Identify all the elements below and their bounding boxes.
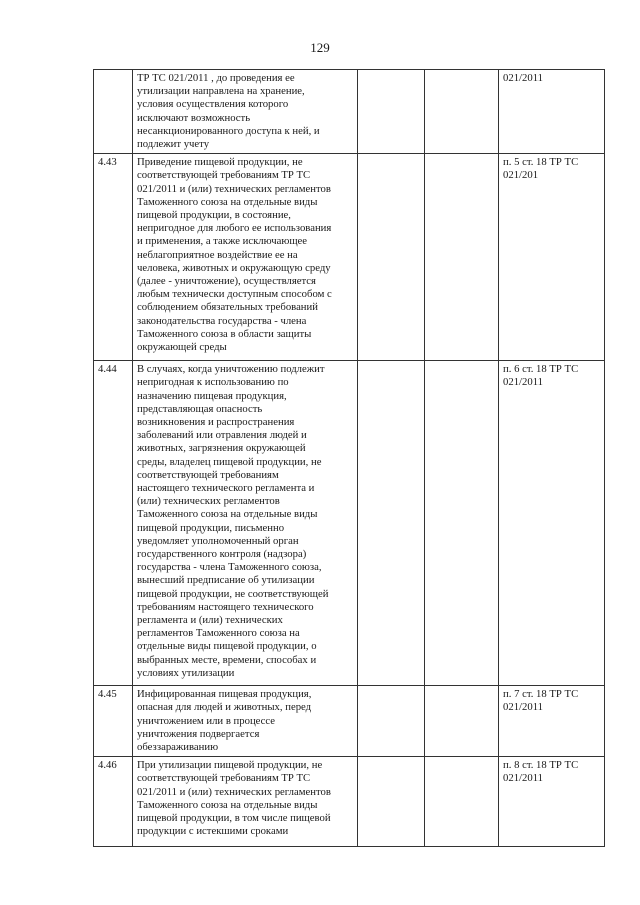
blank-cell: [425, 70, 499, 154]
blank-cell: [358, 154, 425, 361]
blank-cell: [358, 361, 425, 686]
blank-cell: [425, 757, 499, 847]
blank-cell: [358, 686, 425, 757]
table-row: [94, 686, 605, 757]
reference-cell: [499, 361, 605, 686]
requirements-table: [93, 69, 605, 847]
blank-cell: [425, 361, 499, 686]
requirement-text: При утилизации пищевой продукции, не соответствующей требованиям ТР ТС 021/2011 и (или) технических регламентов Таможенного союза на отдельные виды пищевой продукции, в том числе пищевой продукции с истекшими сроками: [137, 759, 331, 838]
reference-cell: [499, 686, 605, 757]
reference-text: п. 6 ст. 18 ТР ТС 021/2011: [503, 363, 579, 389]
table-row: [94, 361, 605, 686]
table-row: [94, 757, 605, 847]
requirement-text-cell: [133, 361, 358, 686]
reference-cell: [499, 757, 605, 847]
blank-cell: [425, 154, 499, 361]
reference-text: 021/2011: [503, 72, 543, 84]
item-number: 4.44: [94, 361, 133, 686]
reference-cell: [499, 70, 605, 154]
requirement-text-cell: [133, 70, 358, 154]
requirement-text-cell: [133, 757, 358, 847]
reference-text: п. 7 ст. 18 ТР ТС 021/2011: [503, 688, 579, 714]
requirement-text-cell: [133, 154, 358, 361]
requirement-text: ТР ТС 021/2011 , до проведения ее утилизации направлена на хранение, условия осуществления которого исключают возможность несанкционированного доступа к ней, и подлежит учету: [137, 72, 320, 151]
table-row: [94, 154, 605, 361]
blank-cell: [358, 757, 425, 847]
reference-cell: [499, 154, 605, 361]
reference-text: п. 5 ст. 18 ТР ТС 021/201: [503, 156, 579, 182]
blank-cell: [425, 686, 499, 757]
item-number: 4.46: [94, 757, 133, 847]
requirement-text: Инфицированная пищевая продукция, опасная для людей и животных, перед уничтожением или в процессе уничтожения подвергается обеззараживанию: [137, 688, 312, 754]
requirement-text-cell: [133, 686, 358, 757]
page-number: 129: [310, 40, 330, 55]
reference-text: п. 8 ст. 18 ТР ТС 021/2011: [503, 759, 579, 785]
blank-cell: [358, 70, 425, 154]
item-number: 4.45: [94, 686, 133, 757]
item-number: 4.43: [94, 154, 133, 361]
requirement-text: Приведение пищевой продукции, не соответствующей требованиям ТР ТС 021/2011 и (или) технических регламентов Таможенного союза на отдельные виды пищевой продукции, в состояние, непригодное для любого ее использования и применения, а также исключающее неблагоприятное воздействие ее на человека, животных и окружающую среду (далее - уничтожение), осуществляется любым технически доступным способом с соблюдением обязательных требований законодательства государства - члена Таможенного союза в области защиты окружающей среды: [137, 156, 332, 354]
table-row: [94, 70, 605, 154]
requirement-text: В случаях, когда уничтожению подлежит непригодная к использованию по назначению пищевая продукция, представляющая опасность возникновения и распространения заболеваний или отравления людей и животных, загрязнения окружающей среды, владелец пищевой продукции, не соответствующей требованиям настоящего технического регламента и (или) технических регламентов Таможенного союза на отдельные виды пищевой продукции, письменно уведомляет уполномоченный орган государственного контроля (надзора) государства - члена Таможенного союза, вынесший предписание об утилизации пищевой продукции, не соответствующей требованиям настоящего технического регламента и (или) технических регламентов Таможенного союза на отдельные виды пищевой продукции, о выбранных месте, времени, способах и условиях утилизации: [137, 363, 329, 679]
item-number: [94, 70, 133, 154]
